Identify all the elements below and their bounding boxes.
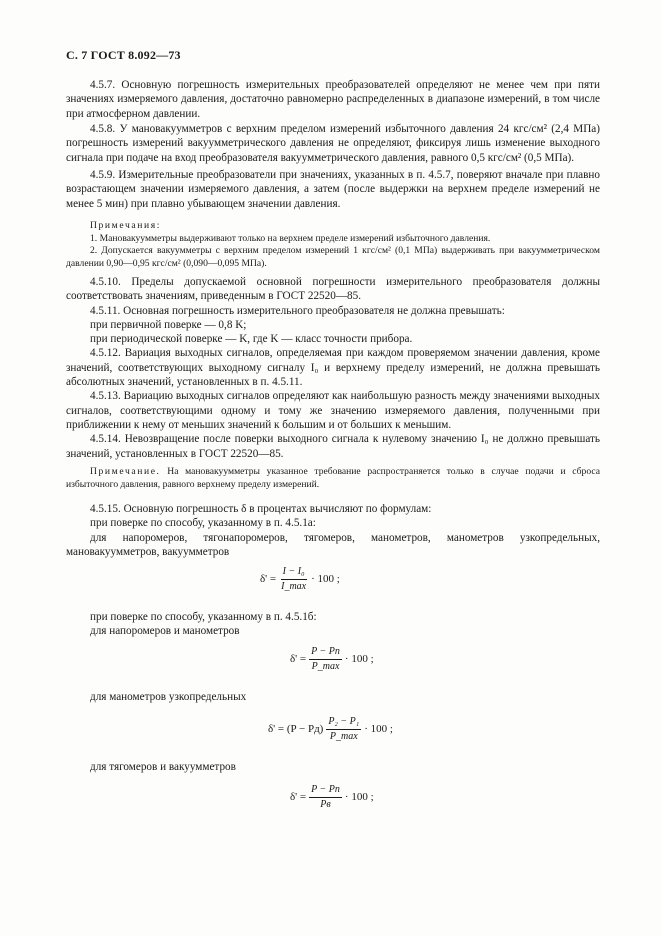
paragraph-4-5-15: 4.5.15. Основную погрешность δ в процентах вычисляют по формулам: [90, 503, 432, 515]
section-case-b [66, 610, 600, 639]
note-3-title: Примечание. [90, 466, 161, 477]
page-header: С. 7 ГОСТ 8.092—73 [66, 48, 181, 62]
formula-3-fraction [326, 716, 361, 743]
formula-3-denominator: P_max [329, 731, 358, 742]
section-case-b-3 [66, 760, 600, 774]
formula-4-tail: · 100 ; [344, 791, 374, 804]
section-case-b-2 [66, 690, 600, 704]
formula-4-lhs: δ' = [290, 791, 307, 804]
paragraph-4-5-10: 4.5.10. Пределы допускаемой основной погрешности измерительного преобразователя должны соответствовать значениям, приведенным в ГОСТ 22520—85. [66, 276, 600, 303]
notes-block [66, 220, 600, 270]
case-a-label: при поверке по способу, указанному в п. 4.5.1а: [90, 517, 316, 530]
formula-1-lhs: δ' = [260, 573, 277, 586]
case-b-instruments-3: для тягомеров и вакуумметров [90, 761, 236, 773]
section-4-5-7 [66, 78, 600, 121]
formula-1-denominator: I_max [281, 581, 307, 592]
paragraph-4-5-13: 4.5.13. Вариацию выходных сигналов определяют как наибольшую разность между значениями выходных сигналов, соответствующими одному и тому же значению измеряемого давления, полученными при приближении к нему от меньших значений к большим и от больших к меньшим. [66, 390, 600, 431]
case-b-instruments-1: для напоромеров и манометров [90, 625, 240, 638]
formula-4-denominator: Pв [320, 799, 331, 810]
formula-2 [290, 646, 374, 673]
formula-4 [290, 784, 374, 811]
note-3-block [66, 466, 600, 491]
paragraph-4-5-11-a: при первичной поверке — 0,8 K; [90, 318, 247, 331]
formula-2-lhs: δ' = [290, 653, 307, 666]
formula-2-fraction [309, 646, 342, 673]
note-3-text: На мановакуумметры указанное требование распространяется только в случае подачи и сброса избыточного давления, равного верхнему пределу измерений. [66, 466, 600, 490]
formula-1-tail: · 100 ; [311, 573, 340, 586]
notes-title: Примечания: [90, 220, 161, 231]
paragraph-4-5-11: 4.5.11. Основная погрешность измерительного преобразователя не должна превышать: [90, 304, 505, 317]
case-b-label: при поверке по способу, указанному в п. 4.5.1б: [90, 611, 317, 623]
case-b-instruments-2: для манометров узкопредельных [90, 691, 247, 703]
paragraph-4-5-11-b: при периодической поверке — K, где K — класс точности прибора. [90, 333, 413, 346]
formula-3-lhs: δ' = (P − Pд) [268, 723, 324, 736]
paragraph-4-5-7: 4.5.7. Основную погрешность измерительных преобразователей определяют не менее чем при пяти значениях измеряемого давления, достаточно равномерно распределенных в диапазоне измерений, в том числе при атмосферном давлении. [66, 79, 600, 120]
formula-1-numerator: I − I₀ [281, 566, 307, 580]
formula-3-numerator: P₂ − P₁ [326, 716, 361, 730]
formula-4-fraction [309, 784, 342, 811]
paragraph-4-5-9: 4.5.9. Измерительные преобразователи при значениях, указанных в п. 4.5.7, поверяют вначале при плавно возрастающем значении измеряемого давления, а затем (после выдержки на верхнем пределе измерений не менее 5 мин) при плавно убывающем значении давления. [66, 169, 600, 210]
formula-2-tail: · 100 ; [344, 653, 374, 666]
formula-2-denominator: P_max [311, 661, 340, 672]
formula-1-fraction [279, 566, 308, 593]
paragraph-4-5-8: 4.5.8. У мановакуумметров с верхним пределом измерений избыточного давления 24 кгс/см² (2,4 МПа) погрешность измерений вакуумметрического давления не определяют, фиксируя лишь изменение выходного сигнала при подаче на вход преобразователя вакуумметрического давления, равного 0,5 кгс/см² (0,5 МПа). [66, 123, 600, 164]
note-1: 1. Мановакуумметры выдерживают только на верхнем пределе измерений избыточного давления. [90, 232, 491, 244]
formula-1 [260, 566, 340, 593]
formula-3-tail: · 100 ; [364, 723, 393, 736]
section-4-5-9 [66, 168, 600, 211]
note-2: 2. Допускается вакуумметры с верхним пределом измерений 1 кгс/см² (0,1 МПа) выдерживать при вакуумметрическом давлении 0,90—0,95 кгс/см² (0,090—0,095 МПа). [66, 245, 600, 269]
case-a-instruments: для напоромеров, тягонапоромеров, тягомеров, манометров, манометров узкопредельных, мановакуумметров, вакуумметров [66, 531, 600, 558]
formula-3 [268, 716, 393, 743]
formula-4-numerator: P − Pп [309, 784, 342, 798]
paragraph-4-5-12: 4.5.12. Вариация выходных сигналов, определяемая при каждом проверяемом значении давления, кроме значений, соответствующих выходному сигналу I₀ и верхнему пределу измерений, не должна превышать абсолютных значений, установленных в п. 4.5.11. [66, 347, 600, 389]
section-4-5-10 [66, 275, 600, 461]
section-4-5-8 [66, 122, 600, 165]
formula-2-numerator: P − Pп [309, 646, 342, 660]
section-4-5-15 [66, 502, 600, 559]
paragraph-4-5-14: 4.5.14. Невозвращение после поверки выходного сигнала к нулевому значению I₀ не должно превышать значений, установленных в ГОСТ 22520—85. [66, 433, 600, 460]
